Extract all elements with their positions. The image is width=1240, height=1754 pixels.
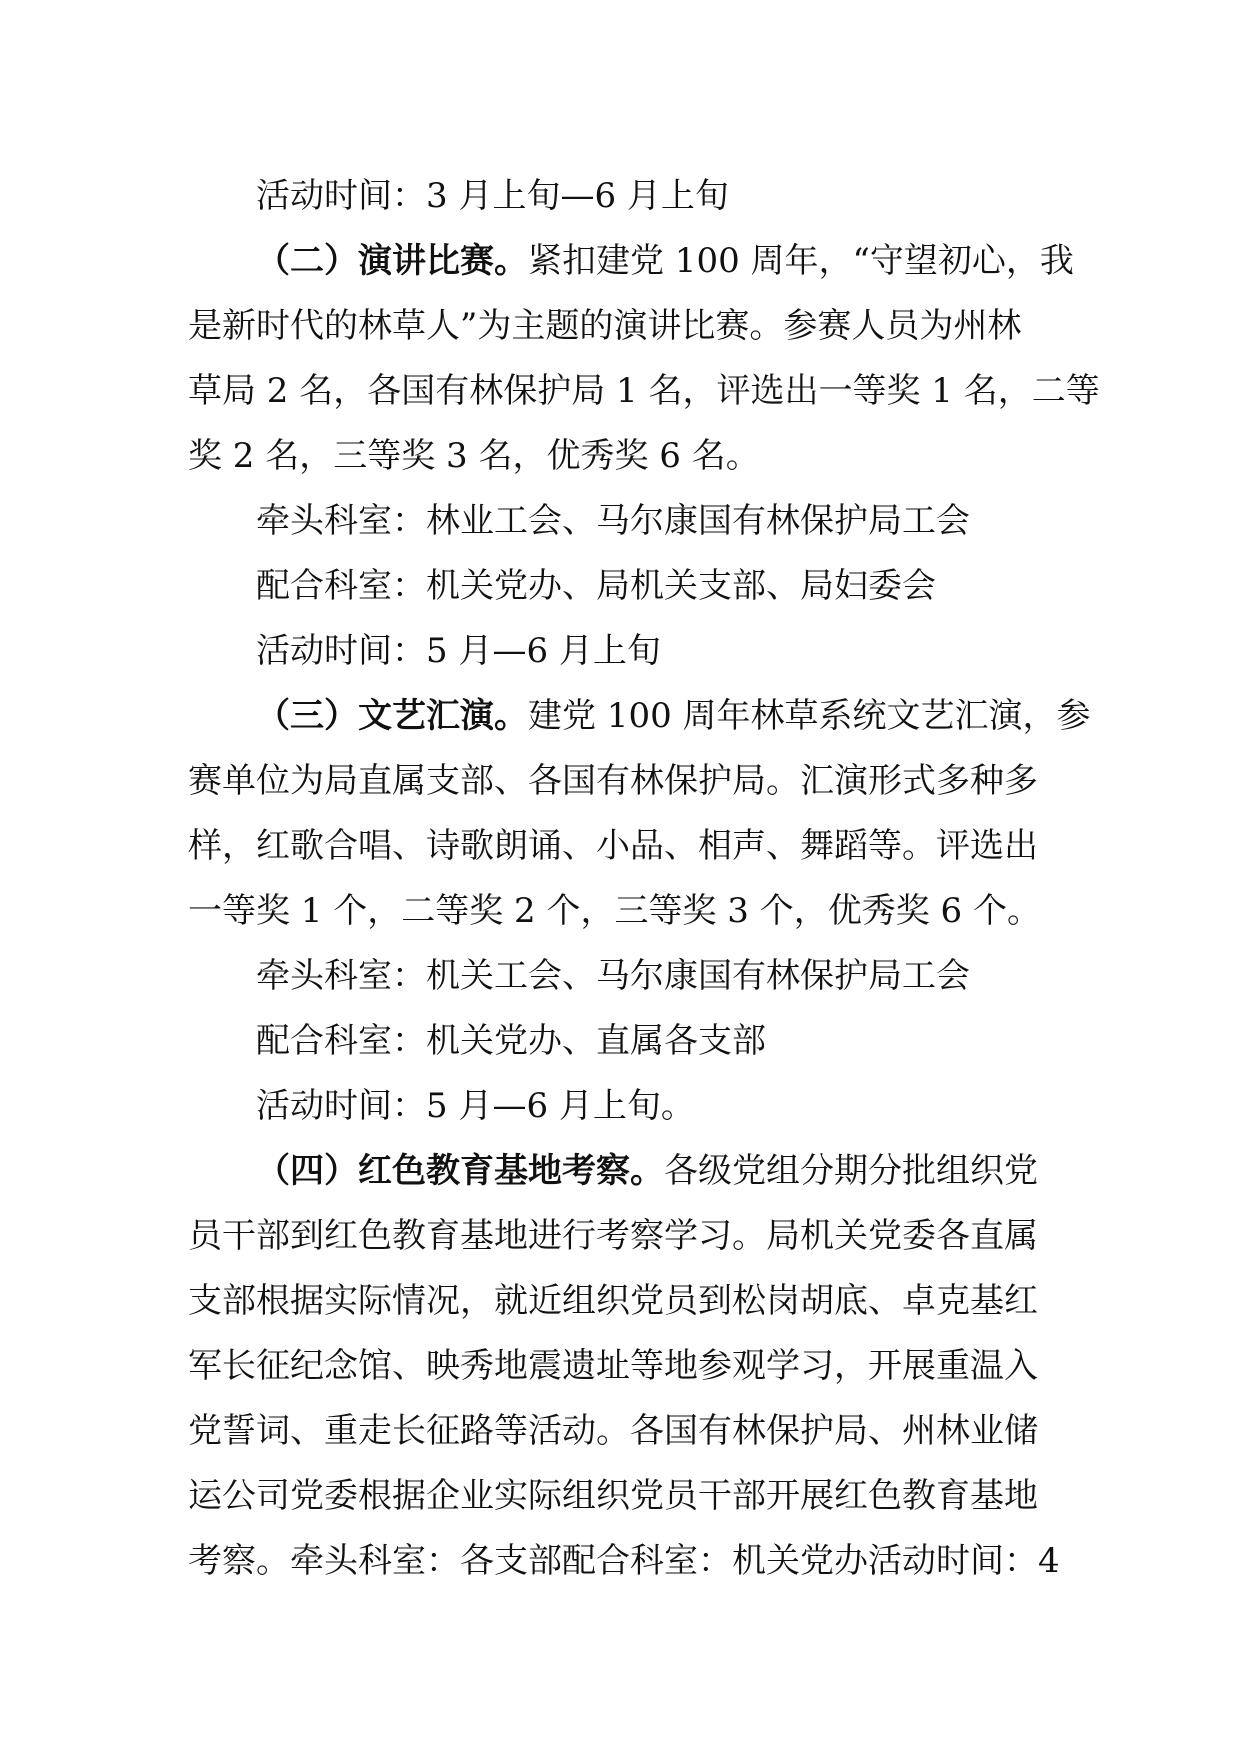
section-heading-line bbox=[188, 1139, 1060, 1204]
text-line bbox=[188, 1464, 1060, 1529]
text-line bbox=[188, 1269, 1060, 1334]
text-line bbox=[188, 944, 1060, 1009]
text-line bbox=[188, 814, 1060, 879]
text-line bbox=[188, 554, 1060, 619]
section-heading-line bbox=[188, 229, 1074, 294]
line-text: 草局 2 名，各国有林保护局 1 名，评选出一等奖 1 名，二等 bbox=[188, 371, 1100, 411]
line-text: 赛单位为局直属支部、各国有林保护局。汇演形式多种多 bbox=[188, 761, 1038, 801]
line-text: 运公司党委根据企业实际组织党员干部开展红色教育基地 bbox=[188, 1476, 1038, 1516]
line-text: 配合科室：机关党办、局机关支部、局妇委会 bbox=[256, 566, 936, 606]
text-line bbox=[188, 294, 1060, 359]
text-line bbox=[188, 359, 1100, 424]
line-text: 党誓词、重走长征路等活动。各国有林保护局、州林业储 bbox=[188, 1411, 1038, 1451]
text-line bbox=[188, 1334, 1060, 1399]
section-heading: （二）演讲比赛。 bbox=[256, 241, 528, 281]
line-text: 活动时间：3 月上旬—6 月上旬 bbox=[256, 176, 729, 216]
line-text: 员干部到红色教育基地进行考察学习。局机关党委各直属 bbox=[188, 1216, 1038, 1256]
line-text: 是新时代的林草人”为主题的演讲比赛。参赛人员为州林 bbox=[188, 306, 1022, 346]
line-text: 配合科室：机关党办、直属各支部 bbox=[256, 1021, 766, 1061]
text-line bbox=[188, 749, 1060, 814]
text-line bbox=[188, 1399, 1060, 1464]
line-text: 牵头科室：林业工会、马尔康国有林保护局工会 bbox=[256, 501, 970, 541]
text-line bbox=[188, 489, 1060, 554]
line-text: 军长征纪念馆、映秀地震遗址等地参观学习，开展重温入 bbox=[188, 1346, 1038, 1386]
text-line bbox=[188, 1204, 1060, 1269]
text-line bbox=[188, 619, 1060, 684]
line-text: 活动时间：5 月—6 月上旬 bbox=[256, 631, 661, 671]
line-text: 紧扣建党 100 周年，“守望初心，我 bbox=[528, 241, 1074, 281]
section-heading: （三）文艺汇演。 bbox=[256, 696, 528, 736]
line-text: 建党 100 周年林草系统文艺汇演，参 bbox=[528, 696, 1091, 736]
line-text: 支部根据实际情况，就近组织党员到松岗胡底、卓克基红 bbox=[188, 1281, 1038, 1321]
text-line bbox=[188, 879, 1060, 944]
text-line bbox=[188, 424, 1060, 489]
line-text: 活动时间：5 月—6 月上旬。 bbox=[256, 1086, 695, 1126]
document-page bbox=[188, 164, 1100, 1594]
line-text: 奖 2 名，三等奖 3 名，优秀奖 6 名。 bbox=[188, 436, 760, 476]
section-heading-line bbox=[188, 684, 1091, 749]
text-line bbox=[188, 1529, 1060, 1594]
line-text: 牵头科室：机关工会、马尔康国有林保护局工会 bbox=[256, 956, 970, 996]
line-text: 各级党组分期分批组织党 bbox=[664, 1151, 1038, 1191]
text-line bbox=[188, 1074, 1060, 1139]
line-text: 样，红歌合唱、诗歌朗诵、小品、相声、舞蹈等。评选出 bbox=[188, 826, 1038, 866]
text-line bbox=[188, 164, 1060, 229]
line-text: 一等奖 1 个，二等奖 2 个，三等奖 3 个，优秀奖 6 个。 bbox=[188, 891, 1041, 931]
text-line bbox=[188, 1009, 1060, 1074]
section-heading: （四）红色教育基地考察。 bbox=[256, 1151, 664, 1191]
line-text: 考察。牵头科室：各支部配合科室：机关党办活动时间：4 bbox=[188, 1541, 1060, 1581]
